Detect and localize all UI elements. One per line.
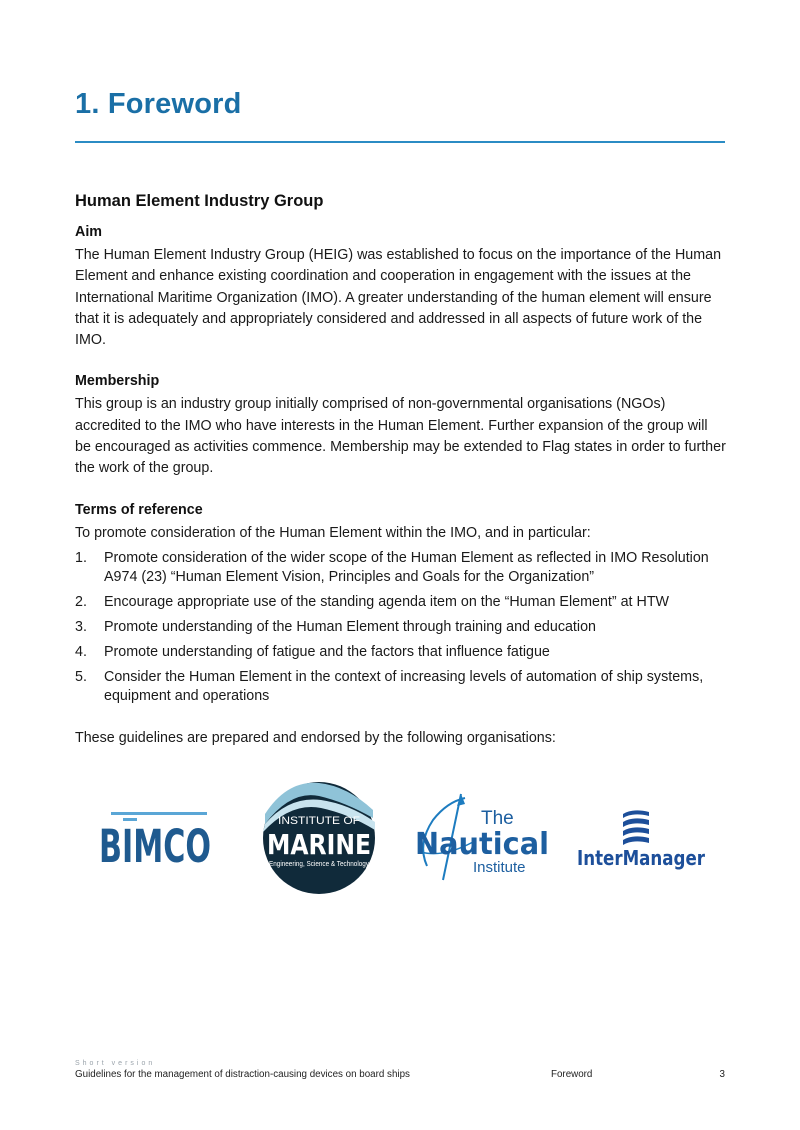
footer-version-label: Short version (75, 1060, 156, 1067)
aim-heading: Aim (75, 224, 103, 240)
nautical-institute-logo (413, 792, 551, 884)
list-item (75, 668, 727, 706)
list-item (75, 618, 727, 637)
membership-paragraph: This group is an industry group initially comprised of non-governmental organisations (NGOs) accredited to the IMO who have interests in the Human Element. Further expansion of the group will be encouraged as activities commence. Membership may be extended to Flag states in order to further the work of the group. (75, 396, 726, 477)
membership-heading: Membership (75, 373, 160, 390)
list-item-number: 5. (75, 668, 87, 685)
list-item-number: 2. (75, 593, 87, 610)
list-item-number: 4. (75, 643, 87, 660)
endorsement-text: These guidelines are prepared and endorsed by the following organisations: (75, 729, 556, 746)
list-item (75, 549, 727, 587)
chapter-title: 1. Foreword (75, 88, 242, 120)
imarest-line3: Engineering, Science & Technology (269, 861, 370, 868)
intermanager-logo (575, 808, 707, 870)
bimco-logo (97, 806, 215, 873)
main-content (75, 192, 727, 749)
organisation-logos (75, 780, 725, 895)
footer-page-number: 3 (719, 1069, 725, 1080)
chapter-title-rule (75, 141, 725, 143)
list-item-text: Promote consideration of the wider scope of the Human Element as reflected in IMO Resolution A974 (23) “Human Element Vision, Principles and Goals for the Organization” (104, 549, 709, 585)
bimco-wordmark: BIMCO (99, 820, 211, 873)
imarest-line1: INSTITUTE OF (278, 815, 361, 827)
nautical-line3: Institute (473, 859, 526, 876)
list-item (75, 593, 727, 612)
terms-list (75, 549, 727, 706)
list-item-text: Encourage appropriate use of the standing agenda item on the “Human Element” at HTW (104, 593, 670, 610)
imarest-line2: MARINE (267, 828, 371, 861)
list-item-text: Promote understanding of the Human Element through training and education (104, 618, 596, 635)
list-item-number: 3. (75, 618, 87, 635)
page-footer (75, 1060, 725, 1083)
nautical-line2: Nautical (415, 827, 549, 862)
imarest-logo (261, 780, 377, 895)
list-item-number: 1. (75, 549, 87, 566)
terms-heading: Terms of reference (75, 501, 203, 518)
list-item-text: Promote understanding of fatigue and the factors that influence fatigue (104, 643, 550, 660)
list-item (75, 643, 727, 662)
intermanager-wordmark: InterManager (577, 846, 706, 870)
list-item-text: Consider the Human Element in the context of increasing levels of automation of ship systems, equipment and operations (104, 668, 704, 704)
aim-paragraph: The Human Element Industry Group (HEIG) was established to focus on the importance of the Human Element and enhance existing coordination and cooperation in engagement with the issues at the International Maritime Organization (IMO). A greater understanding of the human element will ensure that it is adequately and appropriately considered and addressed in all aspects of future work of the IMO. (75, 247, 722, 349)
terms-intro: To promote consideration of the Human Element within the IMO, and in particular: (75, 524, 591, 541)
footer-document-title: Guidelines for the management of distraction-causing devices on board ships (75, 1069, 410, 1080)
nautical-line1: The (481, 808, 514, 829)
footer-section-name: Foreword (551, 1069, 593, 1080)
section-heading: Human Element Industry Group (75, 192, 324, 210)
